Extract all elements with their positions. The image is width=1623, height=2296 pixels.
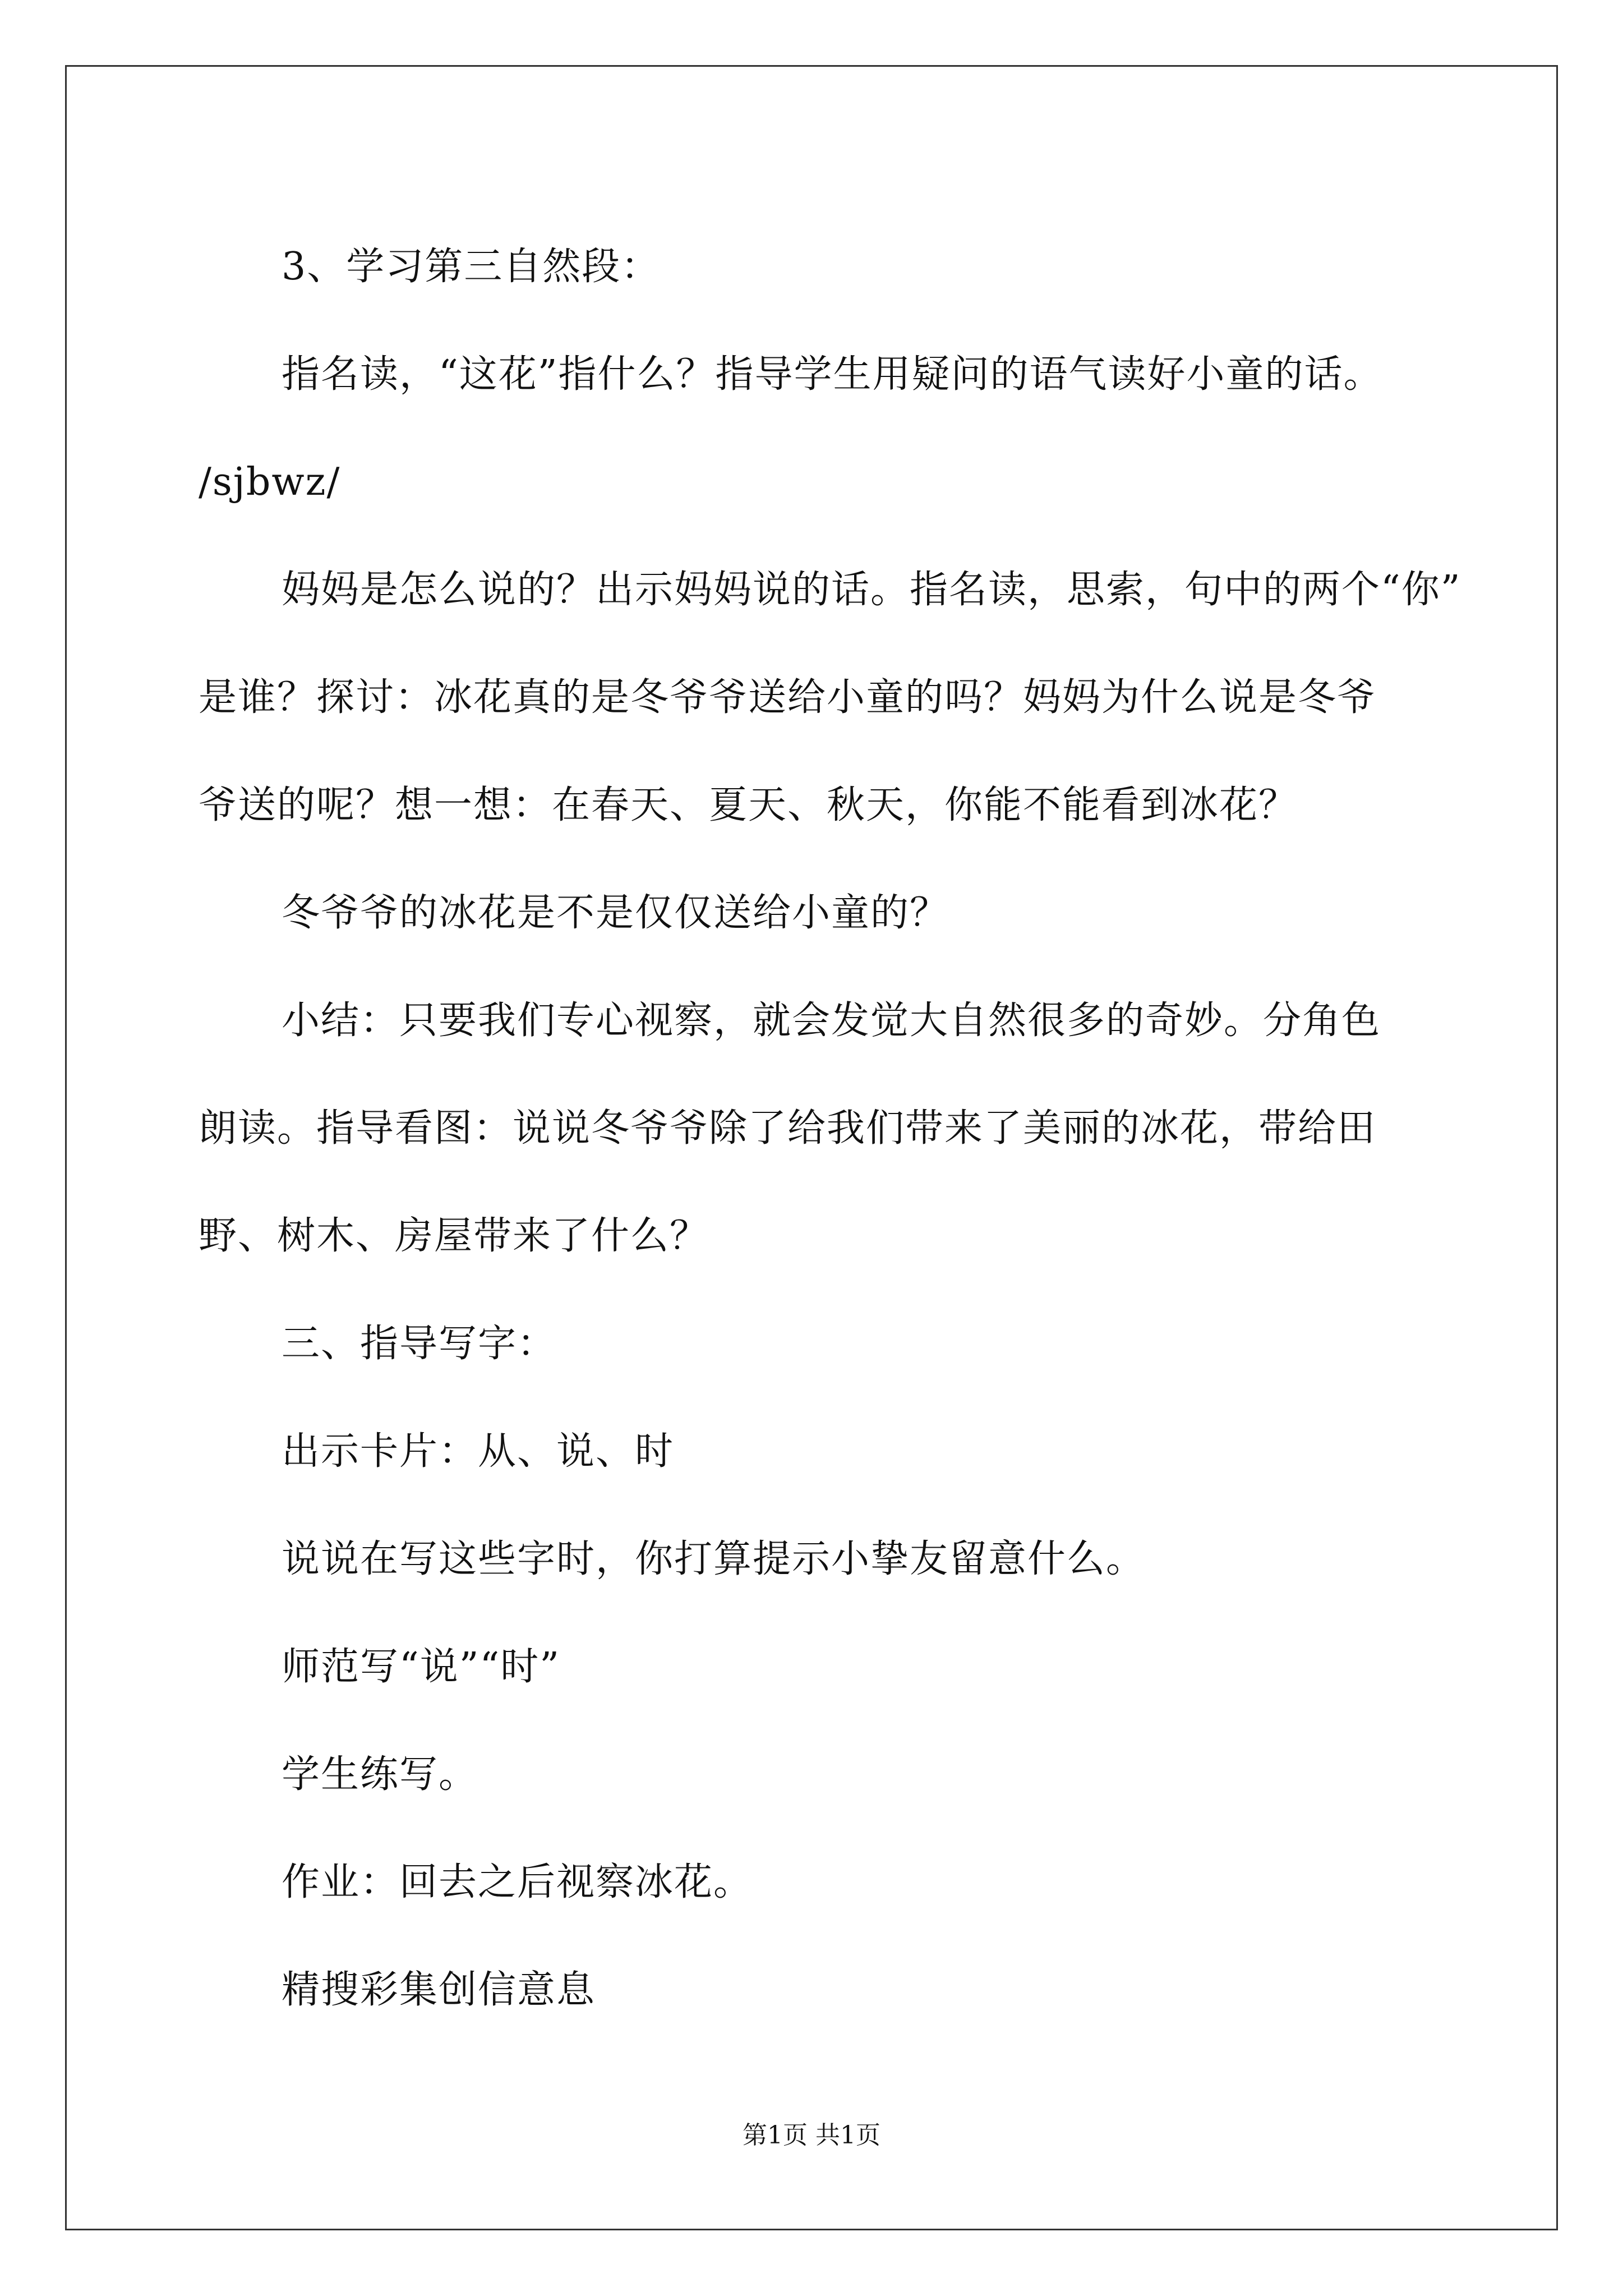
text-line: 师范写“说”“时”	[282, 1645, 561, 1689]
text-line: 冬爷爷的冰花是不是仅仅送给小童的？	[282, 891, 949, 935]
text-line: 妈妈是怎么说的？出示妈妈说的话。指名读，思索，句中的两个“你”	[282, 568, 1461, 612]
text-line: 精搜彩集创信意息	[282, 1968, 596, 2012]
text-line: 是谁？探讨：冰花真的是冬爷爷送给小童的吗？妈妈为什么说是冬爷	[199, 675, 1377, 720]
text-line: 朗读。指导看图：说说冬爷爷除了给我们带来了美丽的冰花，带给田	[199, 1106, 1377, 1151]
text-line: 小结：只要我们专心视察，就会发觉大自然很多的奇妙。分角色	[282, 999, 1381, 1043]
text-line: 野、树木、房屋带来了什么？	[199, 1214, 709, 1258]
section-heading: 三、指导写字：	[282, 1322, 557, 1366]
text-line: 学生练写。	[282, 1752, 478, 1797]
text-line: 指名读，“这花”指什么？指导学生用疑问的语气读好小童的话。	[282, 352, 1383, 397]
page-number-footer: 第1页 共1页	[743, 2121, 880, 2150]
text-line: /sjbwz/	[199, 460, 341, 504]
text-line: 爷送的呢？想一想：在春天、夏天、秋天，你能不能看到冰花？	[199, 783, 1298, 827]
text-line: 3、学习第三自然段：	[282, 245, 661, 289]
text-line: 出示卡片：从、说、时	[282, 1429, 675, 1474]
text-line: 作业：回去之后视察冰花。	[282, 1860, 753, 1904]
document-body	[199, 213, 1461, 2044]
text-line: 说说在写这些字时，你打算提示小挚友留意什么。	[282, 1537, 1146, 1581]
